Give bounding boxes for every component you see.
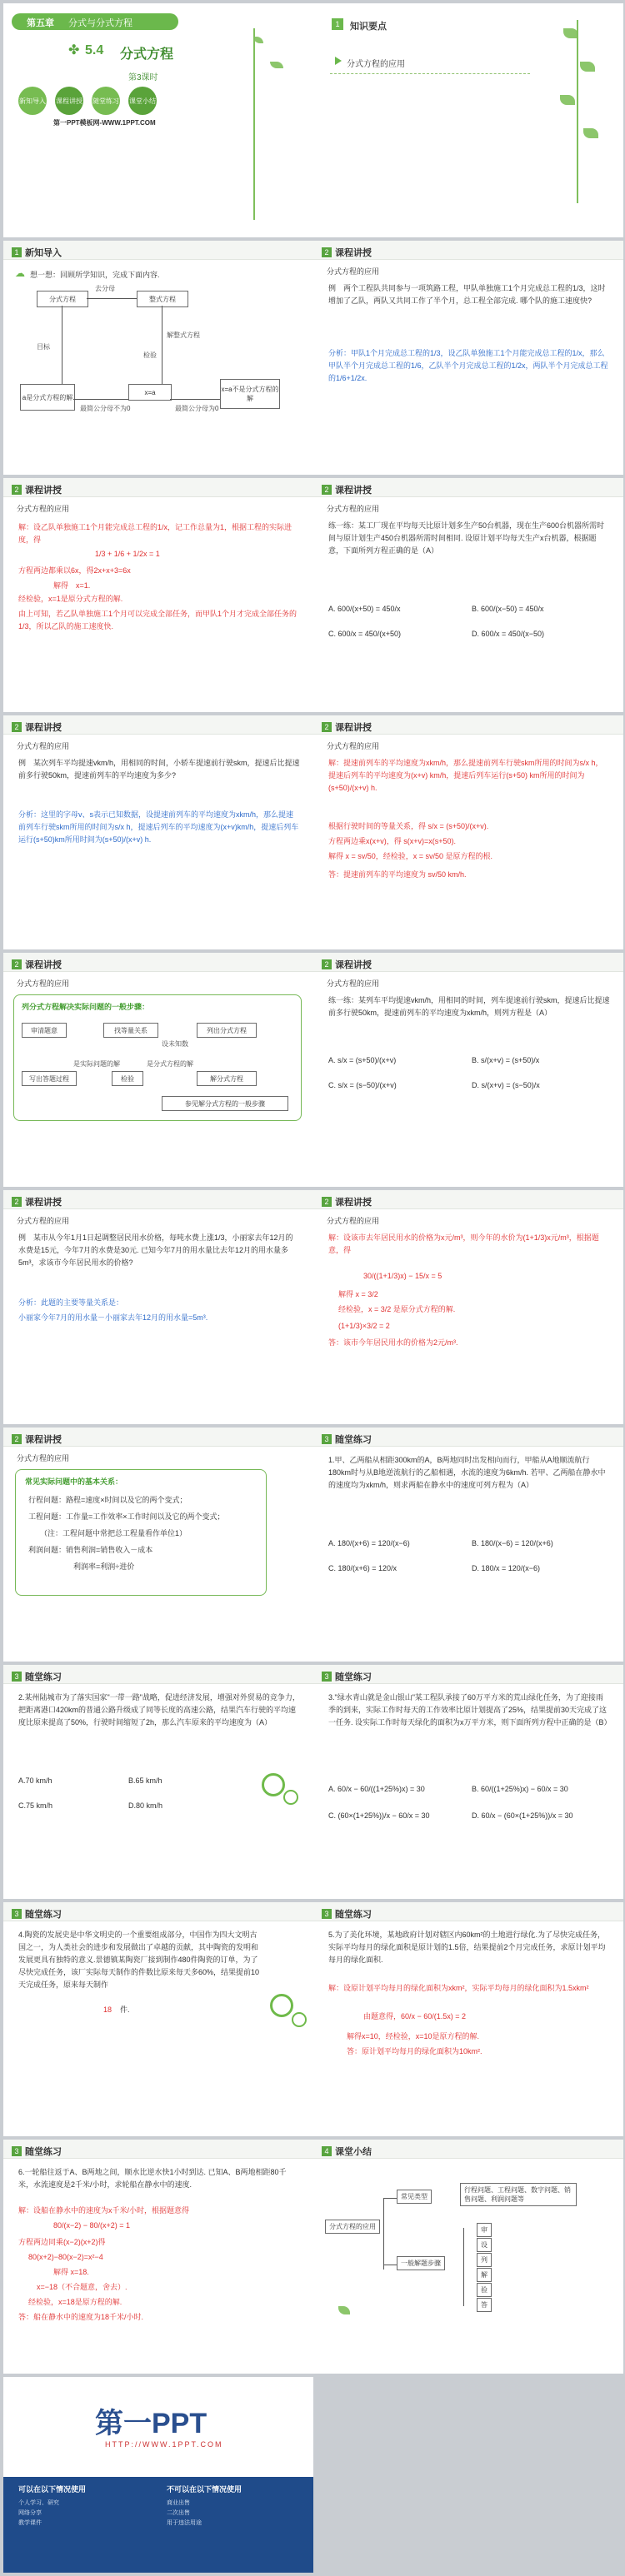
header-num: 2	[322, 247, 332, 257]
option[interactable]: B.65 km/h	[128, 1776, 162, 1785]
section-title: 分式方程	[120, 47, 174, 62]
slide-header	[322, 958, 372, 971]
step-label: 是分式方程的解	[147, 1060, 193, 1068]
gear-icon	[262, 1773, 285, 1796]
slide-exercise-1	[313, 1428, 623, 1662]
slide-subtitle: 分式方程的应用	[17, 505, 70, 513]
slide-header	[322, 246, 372, 259]
slide-subtitle: 分式方程的应用	[17, 979, 70, 988]
option[interactable]: C. s/x = (s−50)/(x+v)	[328, 1081, 397, 1089]
summary-line	[383, 2198, 384, 2270]
option[interactable]: A. 60/x − 60/((1+25%)x) = 30	[328, 1785, 425, 1793]
header-title: 课堂小结	[335, 2147, 372, 2157]
slide-exercise-2	[3, 1665, 313, 1899]
practice-question: 练一练：某工厂现在平均每天比原计划多生产50台机器，现在生产600台机器所需时间与原计划生产450台机器所需时间相同. 设原计划平均每天生产x台机器，根据题意，下面所列方程正确的是（A）	[328, 521, 605, 555]
solution-line: 解：设船在静水中的速度为x千米/小时，根据题意得	[18, 2206, 190, 2215]
gear-icon	[292, 2012, 307, 2027]
summary-step: 设	[477, 2238, 492, 2252]
header-num: 2	[12, 485, 22, 495]
step-box: 审清题意	[22, 1023, 67, 1038]
relation-item: 工程问题：工作量=工作效率×工作时间以及它的两个变式；	[28, 1512, 225, 1521]
solution-line: 解：设原计划平均每月的绿化面积为xkm²，实际平均每月的绿化面积为1.5xkm²	[328, 1984, 589, 1992]
flow-line	[73, 399, 128, 400]
slide-lecture-example-3	[3, 1190, 313, 1424]
header-title: 课程讲授	[25, 486, 62, 496]
arrow-icon	[335, 57, 342, 65]
solution-line: 经检验，x = 3/2 是原分式方程的解.	[338, 1305, 456, 1313]
summary-root: 分式方程的应用	[325, 2220, 380, 2234]
slide-header	[12, 483, 62, 496]
header-title: 随堂练习	[335, 1435, 372, 1445]
step-label: 是实际问题的解	[73, 1060, 120, 1068]
slide-lecture-relations	[3, 1428, 313, 1662]
header-title: 随堂练习	[25, 1910, 62, 1920]
header-title: 随堂练习	[335, 1672, 372, 1682]
slide-header	[12, 1670, 62, 1683]
slide-lecture-solution-1	[3, 478, 313, 712]
clover-icon: ✤	[68, 43, 80, 57]
ad-column-title: 不可以在以下情况使用	[167, 2485, 242, 2494]
leaf-icon	[338, 2306, 350, 2314]
header-num: 3	[322, 1672, 332, 1682]
equation-line: 由题意得，60/x − 60/(1.5x) = 2	[363, 2012, 467, 2020]
slide-subtitle: 分式方程的应用	[17, 742, 70, 750]
slide-header	[322, 1670, 372, 1683]
summary-branch: 常见类型	[397, 2190, 432, 2204]
slide-subtitle: 分式方程的应用	[17, 1454, 70, 1462]
header-num: 4	[322, 2146, 332, 2156]
header-title: 课程讲授	[25, 723, 62, 733]
summary-line	[383, 2198, 397, 2199]
header-title: 课程讲授	[335, 486, 372, 496]
step-note: 参见解分式方程的一般步骤	[162, 1096, 288, 1111]
exercise-question: 1.甲、乙两船从相距300km的A，B两地同时出发相向而行，甲船从A地顺流航行180km时与从B地逆流航行的乙船相遇，水流的速度为6km/h. 若甲、乙两船在静水中的速度均为xkm/h，则求两船在静水中的速度可列方程为（A）	[328, 1456, 606, 1489]
ad-column-item: 用于违法用途	[167, 2520, 202, 2526]
equation-line: 1/3 + 1/6 + 1/2x = 1	[95, 550, 160, 558]
header-num: 1	[12, 247, 22, 257]
exercise-question: 3."绿水青山就是金山银山"某工程队承接了60万平方米的荒山绿化任务，为了迎接雨季的到来，实际工作时每天的工作效率比原计划提高了25%，结果提前30天完成了这一任务. 设实际工作时每天绿化的面积为x万平方米，则下面所列方程中正确的是（B）	[328, 1693, 612, 1726]
solution-line: x=−18（不合题意，舍去）.	[37, 2283, 128, 2291]
dotted-line	[330, 73, 530, 74]
flow-line	[170, 399, 220, 400]
slide-subtitle: 分式方程的应用	[327, 1217, 380, 1225]
slide-header	[12, 2145, 62, 2158]
step-box: 解分式方程	[197, 1071, 257, 1086]
slide-exercise-5	[313, 1902, 623, 2136]
slide-lecture-practice-2	[313, 953, 623, 1187]
empty-cell	[313, 2377, 623, 2573]
option[interactable]: D. 600/x = 450/(x−50)	[472, 630, 545, 638]
solution-line: 解得 x = sv/50，经检验，x = sv/50 是原方程的根.	[328, 852, 493, 860]
relation-item: （注：工程问题中常把总工程量看作单位1）	[40, 1529, 188, 1537]
slide-subtitle: 分式方程的应用	[17, 1217, 70, 1225]
solution-line: 解：设乙队单独施工1个月能完成总工程的1/x，记工作总量为1，根据工程的实际进度，得	[18, 523, 292, 544]
practice-question: 练一练：某列车平均提速vkm/h，用相同的时间，列车提速前行驶skm，提速后比提速前多行驶50km，提速前列车的平均速度为xkm/h，则列方程是（A）	[328, 996, 610, 1017]
ad-column-item: 商业出售	[167, 2500, 190, 2506]
header-num: 3	[322, 1434, 332, 1444]
slide-exercise-3	[313, 1665, 623, 1899]
solution-line: 方程两边乘x(x+v)，得 s(x+v)=x(s+50).	[328, 837, 457, 845]
summary-step: 答	[477, 2298, 492, 2312]
option[interactable]: C. 600/x = 450/(x+50)	[328, 630, 402, 638]
relation-text: 小丽家今年7月的用水量－小丽家去年12月的用水量=5m³.	[18, 1313, 208, 1322]
knowledge-item: 分式方程的应用	[347, 60, 405, 69]
slide-title	[3, 3, 313, 237]
solution-line: 解得 x=18.	[53, 2268, 89, 2276]
option[interactable]: C. 180/(x+6) = 120/x	[328, 1564, 398, 1572]
header-title: 课程讲授	[25, 1435, 62, 1445]
solution-line: 解得 x=1.	[53, 581, 91, 590]
slide-header	[12, 1432, 62, 1446]
header-num: 2	[12, 1434, 22, 1444]
solution-line: 解：设该市去年居民用水的价格为x元/m³，则今年的水价为(1+1/3)x元/m³，根据题意，得	[328, 1233, 599, 1254]
flow-label: 最简公分母不为0	[80, 405, 131, 412]
leaf-icon	[580, 62, 595, 72]
thought-icon: ☁	[15, 267, 25, 279]
solution-line: 经检验，x=18是原方程的解.	[28, 2298, 122, 2306]
header-num: 2	[322, 722, 332, 732]
option[interactable]: B. 600/(x−50) = 450/x	[472, 605, 544, 613]
nav-button-3[interactable]: 随堂练习	[92, 87, 120, 115]
option[interactable]: D.80 km/h	[128, 1801, 163, 1810]
slide-header	[322, 1907, 372, 1921]
exercise-question: 4.陶瓷的发展史是中华文明史的一个重要组成部分，中国作为四大文明古国之一，为人类社会的进步和发展做出了卓越的贡献，其中陶瓷的发明和发展更具有独特的意义.景德镇某陶瓷厂接到制作480件陶瓷的订单，为了尽快完成任务，该厂实际每天制作的件数比原来每天多60%，结果提前10天完成任务，原来每天制作	[18, 1931, 260, 1989]
ad-column-item: 个人学习、研究	[18, 2500, 59, 2506]
answer-tail: 件.	[120, 2005, 130, 2014]
relation-item: 行程问题：路程=速度×时间以及它的两个变式；	[28, 1496, 188, 1504]
logo-text: 第一PPT	[95, 2408, 208, 2439]
step-box: 列出分式方程	[197, 1023, 257, 1038]
slide-header	[322, 1195, 372, 1208]
branch-decoration	[253, 28, 255, 220]
option[interactable]: D. 180/x = 120/(x−6)	[472, 1564, 541, 1572]
ad-column-item: 二次出售	[167, 2510, 190, 2516]
slide-header	[322, 2145, 372, 2158]
header-title: 课程讲授	[335, 248, 372, 258]
flow-label: 最简公分母为0	[175, 405, 219, 412]
ad-column-item: 网络分享	[18, 2510, 42, 2516]
solution-line: 方程两边都乘以6x，得2x+x+3=6x	[18, 566, 131, 575]
gear-icon	[270, 1994, 293, 2017]
step-box: 检验	[112, 1071, 143, 1086]
relations-title: 常见实际问题中的基本关系：	[25, 1477, 123, 1486]
nav-button-2[interactable]: 课程讲授	[55, 87, 83, 115]
header-title: 课程讲授	[25, 1198, 62, 1208]
flow-box: x=a	[128, 384, 172, 401]
flow-label: 目标	[37, 343, 50, 351]
exercise-question: 2.某州陆城市为了落实国家"一带一路"战略，促进经济发展，增强对外贸易的竞争力，把距离港口420km的普通公路升级成了同等长度的高速公路，结果汽车行驶的平均速度比原来提高了50%，行驶时间缩短了2h，那么汽车原来的平均速度为（A）	[18, 1693, 300, 1726]
leaf-icon	[270, 62, 283, 68]
flow-box: 分式方程	[37, 291, 88, 307]
intro-text: 想一想：回顾所学知识，完成下面内容.	[30, 271, 160, 279]
flow-box: a是分式方程的解	[20, 384, 75, 411]
header-title: 课程讲授	[335, 960, 372, 970]
header-title: 随堂练习	[25, 1672, 62, 1682]
slide-advertisement	[3, 2377, 313, 2573]
flow-box: 整式方程	[137, 291, 188, 307]
slide-exercise-4	[3, 1902, 313, 2136]
header-title: 新知导入	[25, 248, 62, 258]
slide-lecture-solution-3	[313, 1190, 623, 1424]
solution-line: 根据行驶时间的等量关系，得 s/x = (s+50)/(x+v).	[328, 822, 489, 830]
slide-lecture-steps	[3, 953, 313, 1187]
flow-label: 去分母	[95, 285, 115, 292]
exercise-question: 6.一轮船往返于A、B两地之间，顺水比逆水快1小时到达. 已知A、B两地相距80千米，水流速度是2千米/小时，求轮船在静水中的速度.	[18, 2168, 287, 2189]
logo-url: HTTP://WWW.1PPT.COM	[105, 2440, 223, 2449]
option[interactable]: A. 180/(x+6) = 120/(x−6)	[328, 1539, 410, 1547]
answer-blank: 18	[103, 2005, 112, 2014]
slide-header	[322, 483, 372, 496]
nav-button-4[interactable]: 课堂小结	[128, 87, 157, 115]
footer-url: 第一PPT模板网-WWW.1PPT.COM	[53, 119, 156, 127]
solution-line: 解：提速前列车的平均速度为xkm/h，那么提速前列车行驶skm所用的时间为s/x h，提速后列车的平均速度为(x+v) km/h，提速后列车运行(s+50) km所用的时间为(s+50)/(x+v) h.	[328, 759, 603, 792]
chapter-title: 分式与分式方程	[68, 18, 132, 28]
analysis-text: 分析：甲队1个月完成总工程的1/3，设乙队单独施工1个月能完成总工程的1/x，那么甲队半个月完成总工程的1/6，乙队半个月完成总工程的1/2x，两队半个月完成总工程的1/6+1/2x.	[328, 349, 608, 382]
solution-line: 经检验，x=1是原分式方程的解.	[18, 595, 123, 603]
slide-lecture-practice-1	[313, 478, 623, 712]
slide-exercise-6	[3, 2140, 313, 2374]
solution-line: 答：原计划平均每月的绿化面积为10km².	[347, 2047, 482, 2055]
option[interactable]: C. (60×(1+25%))/x − 60/x = 30	[328, 1811, 430, 1820]
option[interactable]: A.70 km/h	[18, 1776, 52, 1785]
section-number: 5.4	[85, 43, 104, 57]
gear-icon	[283, 1790, 298, 1805]
flow-box: x=a不是分式方程的解	[220, 379, 280, 409]
slide-new-knowledge	[3, 241, 313, 475]
solution-line: 解得 x = 3/2	[338, 1290, 378, 1298]
header-num: 3	[12, 2146, 22, 2156]
step-box: 写出答题过程	[22, 1071, 77, 1086]
ad-column-item: 教学课件	[18, 2520, 42, 2526]
example-text: 例 某市从今年1月1日起调整居民用水价格，每吨水费上涨1/3，小丽家去年12月的水费是15元，今年7月的水费是30元. 已知今年7月的用水量比去年12月的用水量多5m³，求该市今年居民用水的价格?	[18, 1233, 293, 1267]
slide-lecture-solution-2	[313, 715, 623, 949]
header-num: 2	[322, 959, 332, 969]
option[interactable]: D. 60/x − (60×(1+25%))/x = 30	[472, 1811, 573, 1820]
relation-item: 利润问题：销售利润=销售收入－成本	[28, 1546, 153, 1554]
header-num: 2	[322, 485, 332, 495]
summary-step: 验	[477, 2283, 492, 2297]
exercise-question: 5.为了美化环境，某地政府计划对辖区内60km²的土地进行绿化.为了尽快完成任务，实际平均每月的绿化面积是原计划的1.5倍，结果提前2个月完成任务，求原计划平均每月的绿化面积.	[328, 1931, 606, 1964]
summary-step: 解	[477, 2268, 492, 2282]
summary-step: 列	[477, 2253, 492, 2267]
solution-line: 由上可知，若乙队单独施工1个月可以完成全部任务，而甲队1个月才完成全部任务的1/3，所以乙队的施工速度快.	[18, 610, 298, 630]
example-text: 例 两个工程队共同参与一项筑路工程，甲队单独施工1个月完成总工程的1/3，这时增加了乙队，两队又共同工作了半个月，总工程全部完成. 哪个队的施工速度快?	[328, 284, 606, 305]
slide-header	[12, 958, 62, 971]
ad-column-title: 可以在以下情况使用	[18, 2485, 87, 2494]
solution-line: 答：该市今年居民用水的价格为2元/m³.	[328, 1338, 458, 1347]
header-num: 3	[12, 1909, 22, 1919]
option[interactable]: C.75 km/h	[18, 1801, 53, 1810]
flow-label: 解整式方程	[167, 331, 200, 339]
relation-item: 利润率=利润÷进价	[73, 1562, 135, 1571]
steps-banner: 列分式方程解决实际问题的一般步骤：	[22, 1003, 150, 1011]
option[interactable]: B. 180/(x−6) = 120/(x+6)	[472, 1539, 553, 1547]
example-text: 例 某次列车平均提速vkm/h，用相同的时间，小轿车提速前行驶skm，提速后比提速前多行驶50km，提速前列车的平均速度为多少?	[18, 759, 300, 780]
knowledge-title: 知识要点	[350, 22, 387, 32]
slide-lecture-example-2	[3, 715, 313, 949]
slide-header	[322, 1432, 372, 1446]
analysis-text: 分析：此题的主要等量关系是：	[18, 1298, 124, 1307]
header-title: 课程讲授	[335, 1198, 372, 1208]
flow-label: 检验	[143, 351, 157, 359]
header-num: 2	[12, 959, 22, 969]
equation-line: 30/((1+1/3)x) − 15/x = 5	[363, 1272, 442, 1280]
slide-lecture-example-1	[313, 241, 623, 475]
summary-line	[463, 2228, 464, 2306]
option[interactable]: B. 60/((1+25%)x) − 60/x = 30	[472, 1785, 568, 1793]
header-title: 课程讲授	[25, 960, 62, 970]
header-num: 2	[322, 1197, 332, 1207]
knowledge-number: 1	[332, 18, 343, 30]
chapter-label: 第五章	[27, 18, 54, 28]
slide-header	[12, 1907, 62, 1921]
analysis-text: 分析：这里的字母v、s表示已知数据，设提速前列车的平均速度为xkm/h，那么提速前列车行驶skm所用的时间为s/x h，提速后列车的平均速度为(x+v)km/h，提速后列车运行(s+50)km所用时间为(s+50)/(x+v) h.	[18, 810, 299, 844]
solution-line: 方程两边同乘(x−2)(x+2)得	[18, 2238, 106, 2246]
option[interactable]: D. s/(x+v) = (s−50)/x	[472, 1081, 540, 1089]
option[interactable]: A. s/x = (s+50)/(x+v)	[328, 1056, 397, 1064]
branch-decoration	[577, 20, 578, 203]
solution-line: 解得x=10，经检验，x=10是原方程的解.	[347, 2032, 480, 2040]
slide-summary	[313, 2140, 623, 2374]
option[interactable]: B. s/(x+v) = (s+50)/x	[472, 1056, 540, 1064]
leaf-icon	[560, 95, 575, 105]
header-num: 2	[12, 722, 22, 732]
header-title: 课程讲授	[335, 723, 372, 733]
summary-step: 审	[477, 2223, 492, 2237]
solution-line: 答：提速前列车的平均速度为 sv/50 km/h.	[328, 870, 467, 879]
slide-subtitle: 分式方程的应用	[327, 505, 380, 513]
solution-line: 答：船在静水中的速度为18千米/小时.	[18, 2313, 144, 2321]
slide-header	[12, 720, 62, 734]
header-title: 随堂练习	[25, 2147, 62, 2157]
step-box: 找等量关系	[103, 1023, 158, 1038]
slide-subtitle: 分式方程的应用	[327, 979, 380, 988]
summary-branch: 一般解题步骤	[397, 2256, 445, 2270]
option[interactable]: A. 600/(x+50) = 450/x	[328, 605, 401, 613]
slide-subtitle: 分式方程的应用	[327, 742, 380, 750]
step-label: 设未知数	[162, 1040, 188, 1048]
header-num: 2	[12, 1197, 22, 1207]
solution-line: 80(x+2)−80(x−2)=x²−4	[28, 2253, 103, 2261]
header-num: 3	[322, 1909, 332, 1919]
slide-header	[12, 1195, 62, 1208]
slide-subtitle: 分式方程的应用	[327, 267, 380, 276]
slide-header	[322, 720, 372, 734]
header-num: 3	[12, 1672, 22, 1682]
nav-button-1[interactable]: 新知导入	[18, 87, 47, 115]
lesson-hour: 第3课时	[128, 73, 158, 82]
equation-line: 80/(x−2) − 80/(x+2) = 1	[53, 2221, 131, 2230]
header-title: 随堂练习	[335, 1910, 372, 1920]
leaf-icon	[583, 128, 598, 138]
flow-line	[87, 298, 137, 299]
solution-line: (1+1/3)×3/2 = 2	[338, 1322, 390, 1330]
slide-knowledge	[313, 3, 623, 237]
summary-types: 行程问题、工程问题、数字问题、销售问题、利润问题等	[460, 2183, 577, 2206]
slide-header	[12, 246, 62, 259]
